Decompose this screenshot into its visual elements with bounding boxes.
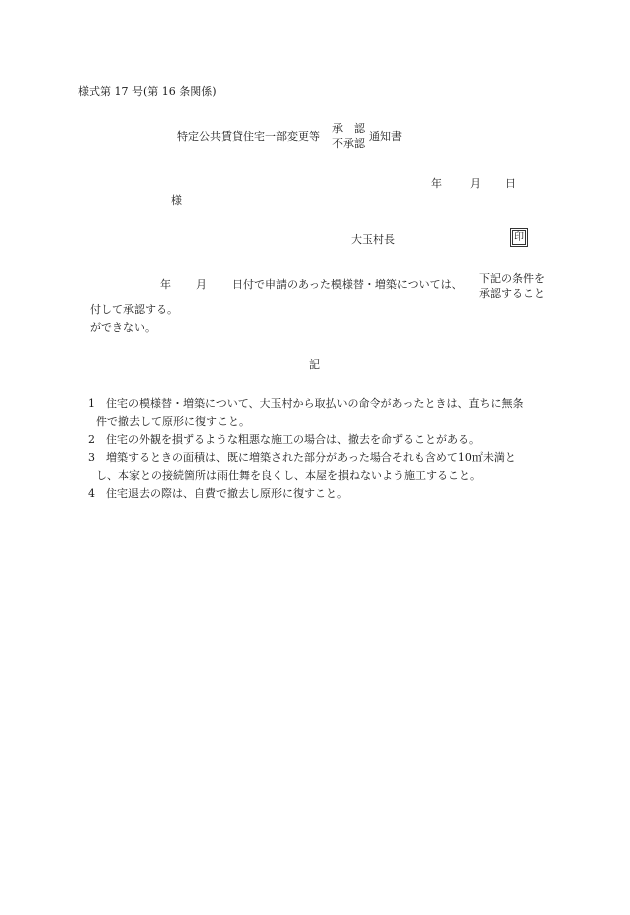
conditions-list <box>88 395 558 503</box>
title-disapprove-option: 不承認 <box>332 137 365 150</box>
document-title: 特定公共賃貸住宅一部変更等 <box>177 130 320 143</box>
date-year-label: 年 <box>431 177 442 190</box>
body-text: 日付で申請のあった模様替・増築については、 <box>232 278 463 291</box>
sender-name: 大玉村長 <box>351 233 395 246</box>
condition-1: 1 住宅の模様替・増築について、大玉村から取払いの命令があったときは、直ちに無条 <box>88 397 524 410</box>
body-choice-deny: 承認すること <box>479 287 545 300</box>
form-number: 様式第 17 号(第 16 条関係) <box>78 85 217 98</box>
deny-continuation: ができない。 <box>90 321 156 334</box>
condition-4: 4 住宅退去の際は、自費で撤去し原形に復すこと。 <box>88 487 348 500</box>
condition-3-cont: し、本家との接続箇所は雨仕舞を良くし、本屋を損ねないよう施工すること。 <box>96 469 481 482</box>
condition-3: 3 増築するときの面積は、既に増築された部分があった場合それも含めて10㎡未満と <box>88 451 516 464</box>
body-approval-choice <box>479 271 545 301</box>
title-approve-option: 承 認 <box>332 122 365 135</box>
ki-heading: 記 <box>309 358 320 371</box>
approve-continuation: 付して承認する。 <box>90 303 178 316</box>
addressee-suffix: 様 <box>171 194 182 207</box>
title-suffix: 通知書 <box>369 130 402 143</box>
seal-mark: 印 <box>512 230 526 245</box>
title-approval-choice <box>332 121 365 151</box>
body-choice-approve: 下記の条件を <box>479 272 545 285</box>
body-month-label: 月 <box>196 278 207 291</box>
condition-2: 2 住宅の外観を損ずるような粗悪な施工の場合は、撤去を命ずることがある。 <box>88 433 480 446</box>
body-year-label: 年 <box>160 278 171 291</box>
date-day-label: 日 <box>505 177 516 190</box>
date-month-label: 月 <box>470 177 481 190</box>
condition-1-cont: 件で撤去して原形に復すこと。 <box>96 415 250 428</box>
